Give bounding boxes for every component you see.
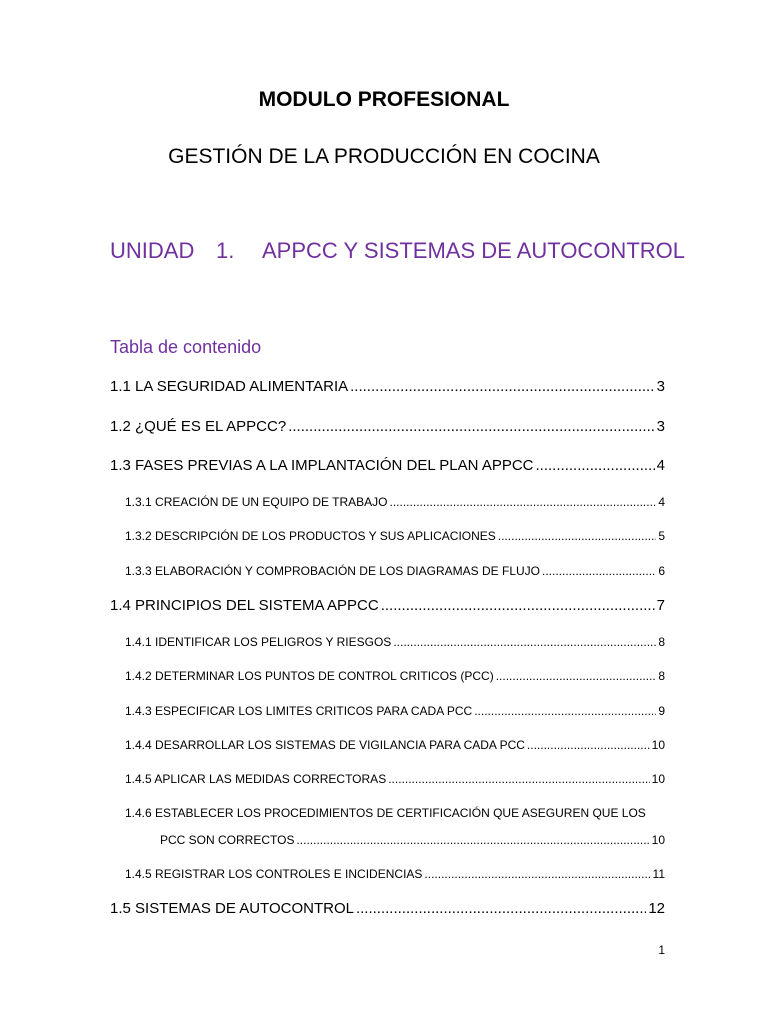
toc-entry-page: 3 (656, 378, 665, 395)
toc-entry-text: 1.4.1 IDENTIFICAR LOS PELIGROS Y RIESGOS (125, 635, 392, 649)
toc-entry-text: PCC SON CORRECTOS (160, 833, 295, 847)
toc-leader (542, 564, 656, 578)
toc-entry[interactable] (110, 900, 665, 917)
unit-title: APPCC Y SISTEMAS DE AUTOCONTROL (262, 238, 685, 263)
toc-leader (474, 704, 656, 718)
toc-subentry[interactable] (125, 772, 665, 786)
toc-leader (527, 738, 650, 752)
toc-leader (536, 457, 655, 474)
toc-entry-text: 1.3.3 ELABORACIÓN Y COMPROBACIÓN DE LOS DIAGRAMAS DE FLUJO (125, 564, 540, 578)
toc-subentry-first-line[interactable]: 1.4.6 ESTABLECER LOS PROCEDIMIENTOS DE CERTIFICACIÓN QUE ASEGUREN QUE LOS (125, 806, 646, 820)
toc-entry-page: 4 (656, 457, 665, 474)
toc-entry-page: 12 (648, 900, 665, 917)
toc-entry-page: 4 (658, 495, 665, 509)
toc-subentry[interactable] (125, 529, 665, 543)
toc-subentry[interactable] (125, 704, 665, 718)
unit-heading (110, 238, 685, 264)
toc-entry-page: 9 (658, 704, 665, 718)
toc-entry-text: 1.4 PRINCIPIOS DEL SISTEMA APPCC (110, 597, 379, 614)
toc-leader (388, 772, 649, 786)
module-title: MODULO PROFESIONAL (258, 88, 510, 111)
toc-entry-text: 1.3.2 DESCRIPCIÓN DE LOS PRODUCTOS Y SUS APLICACIONES (125, 529, 496, 543)
toc-leader (424, 867, 650, 881)
toc-leader (288, 418, 654, 435)
toc-entry-page: 7 (656, 597, 665, 614)
toc-heading: Tabla de contenido (110, 337, 262, 357)
toc-subentry[interactable] (125, 738, 665, 752)
toc-entry-page: 11 (652, 867, 665, 881)
toc-subentry-continuation[interactable] (160, 833, 665, 847)
toc-subentry[interactable] (125, 564, 665, 578)
page-number: 1 (658, 943, 665, 957)
toc-leader (498, 529, 657, 543)
toc-entry-text: 1.1 LA SEGURIDAD ALIMENTARIA (110, 378, 349, 395)
toc-subentry[interactable] (125, 635, 665, 649)
toc-subentry[interactable] (125, 669, 665, 683)
toc-entry-page: 5 (658, 529, 665, 543)
toc-entry-page: 8 (658, 635, 665, 649)
toc-entry-text: 1.3.1 CREACIÓN DE UN EQUIPO DE TRABAJO (125, 495, 388, 509)
toc-entry-page: 3 (656, 418, 665, 435)
toc-leader (381, 597, 655, 614)
toc-entry-text: 1.4.5 REGISTRAR LOS CONTROLES E INCIDENCIAS (125, 867, 423, 881)
toc-entry-text: 1.4.2 DETERMINAR LOS PUNTOS DE CONTROL CRITICOS (PCC) (125, 669, 494, 683)
toc-entry-text: 1.4.5 APLICAR LAS MEDIDAS CORRECTORAS (125, 772, 387, 786)
toc-leader (356, 900, 646, 917)
toc-leader (390, 495, 657, 509)
toc-subentry[interactable] (125, 495, 665, 509)
toc-entry-page: 10 (651, 772, 665, 786)
toc-subentry[interactable] (125, 867, 665, 881)
course-title: GESTIÓN DE LA PRODUCCIÓN EN COCINA (168, 145, 600, 168)
toc-entry-page: 8 (658, 669, 665, 683)
toc-entry[interactable] (110, 418, 665, 435)
toc-entry-text: 1.4.4 DESARROLLAR LOS SISTEMAS DE VIGILANCIA PARA CADA PCC (125, 738, 525, 752)
toc-leader (350, 378, 655, 395)
unit-label: UNIDAD (110, 238, 195, 263)
toc-leader (296, 833, 649, 847)
toc-entry-text: 1.2 ¿QUÉ ES EL APPCC? (110, 418, 287, 435)
toc-entry-page: 6 (658, 564, 665, 578)
toc-entry[interactable] (110, 378, 665, 395)
toc-entry[interactable] (110, 457, 665, 474)
toc-entry-page: 10 (651, 738, 665, 752)
toc-leader (496, 669, 657, 683)
toc-entry-text: 1.5 SISTEMAS DE AUTOCONTROL (110, 900, 354, 917)
toc-entry-page: 10 (651, 833, 665, 847)
toc-entry[interactable] (110, 597, 665, 614)
unit-number: 1. (216, 238, 235, 263)
toc-leader (393, 635, 656, 649)
toc-entry-text: 1.3 FASES PREVIAS A LA IMPLANTACIÓN DEL PLAN APPCC (110, 457, 534, 474)
toc-entry-text: 1.4.3 ESPECIFICAR LOS LIMITES CRITICOS PARA CADA PCC (125, 704, 473, 718)
